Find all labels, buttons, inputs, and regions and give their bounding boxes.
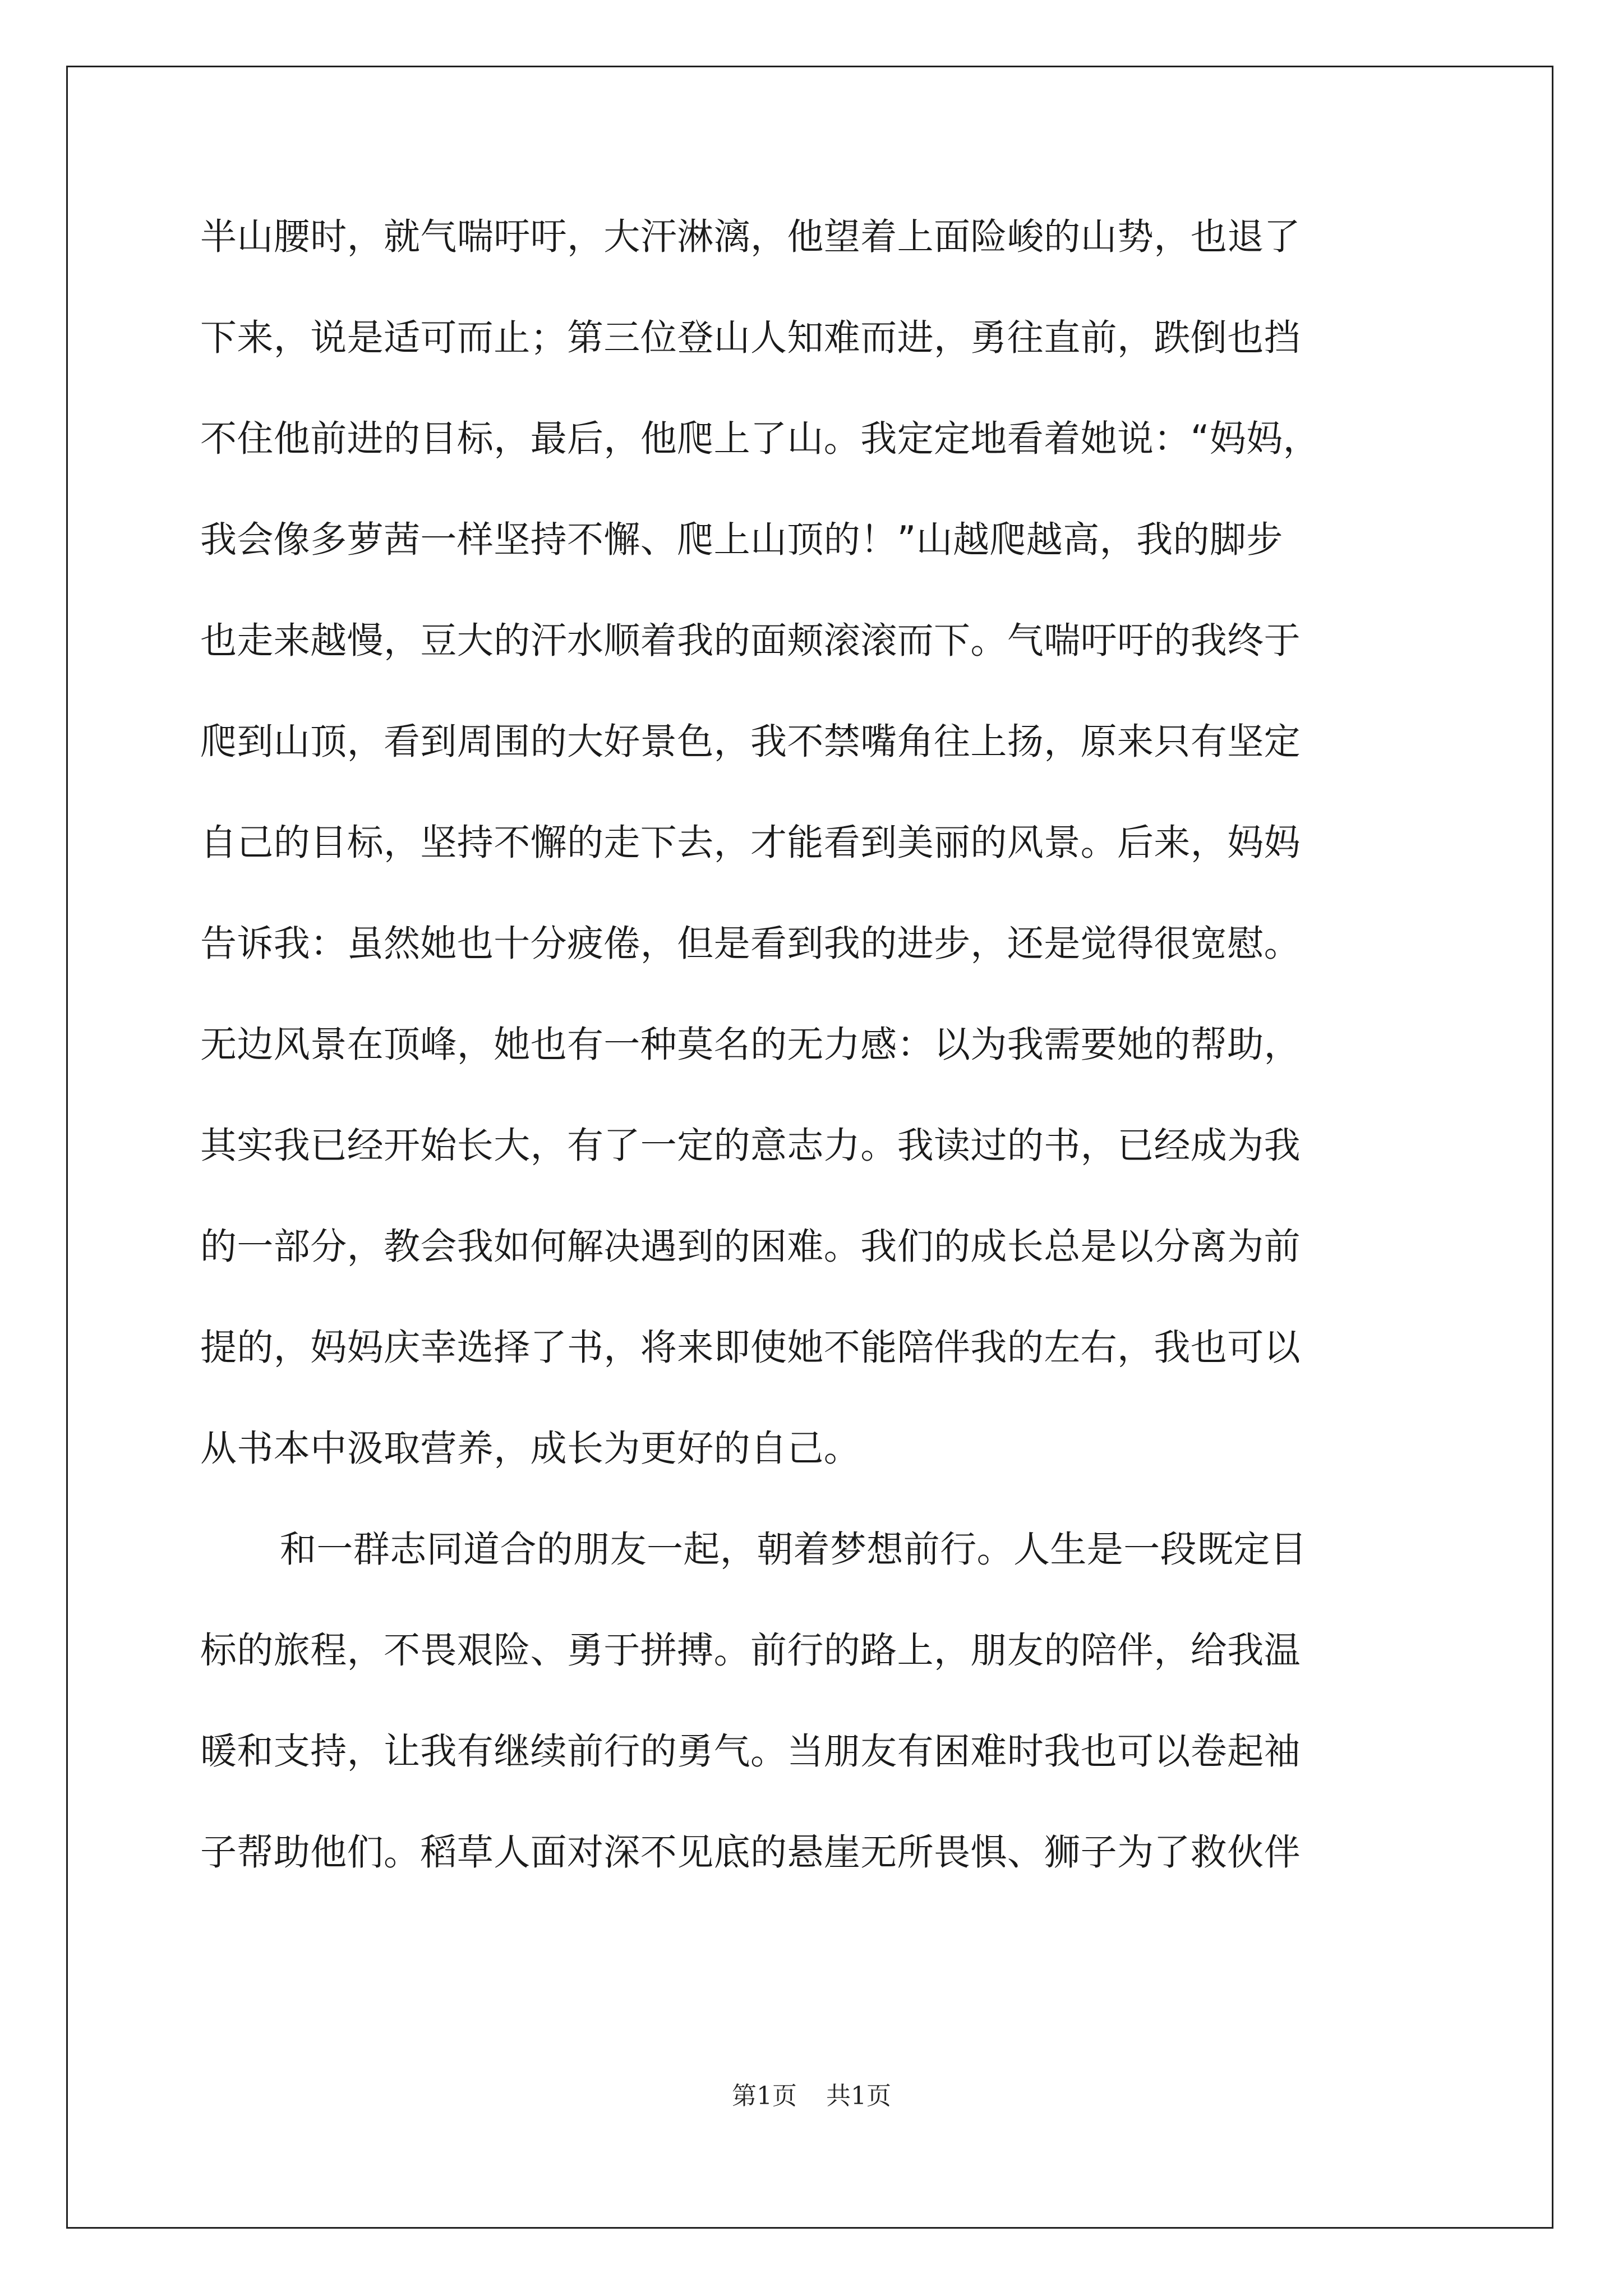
text-line: 爬到山顶，看到周围的大好景色，我不禁嘴角往上扬，原来只有坚定	[200, 721, 1301, 763]
text-line: 的一部分，教会我如何解决遇到的困难。我们的成长总是以分离为前	[200, 1226, 1301, 1268]
text-line: 自己的目标，坚持不懈的走下去，才能看到美丽的风景。后来，妈妈	[200, 822, 1301, 864]
text-line: 标的旅程，不畏艰险、勇于拼搏。前行的路上，朋友的陪伴，给我温	[200, 1630, 1301, 1672]
text-line: 无边风景在顶峰，她也有一种莫名的无力感：以为我需要她的帮助，	[200, 1024, 1301, 1066]
text-line: 半山腰时，就气喘吁吁，大汗淋漓，他望着上面险峻的山势，也退了	[200, 216, 1301, 258]
text-line: 不住他前进的目标，最后，他爬上了山。我定定地看着她说：“妈妈，	[200, 418, 1320, 460]
text-line: 提的，妈妈庆幸选择了书，将来即使她不能陪伴我的左右，我也可以	[200, 1327, 1301, 1369]
page-total: 共1页	[826, 2082, 891, 2110]
text-line: 也走来越慢，豆大的汗水顺着我的面颊滚滚而下。气喘吁吁的我终于	[200, 620, 1301, 662]
text-line: 暖和支持，让我有继续前行的勇气。当朋友有困难时我也可以卷起袖	[200, 1731, 1301, 1773]
page-number: 第1页	[732, 2082, 797, 2110]
text-line: 下来，说是适可而止；第三位登山人知难而进，勇往直前，跌倒也挡	[200, 317, 1301, 359]
document-body	[200, 206, 1423, 1923]
text-line: 告诉我：虽然她也十分疲倦，但是看到我的进步，还是觉得很宽慰。	[200, 923, 1301, 965]
text-line: 子帮助他们。稻草人面对深不见底的悬崖无所畏惧、狮子为了救伙伴	[200, 1832, 1301, 1874]
page-footer	[0, 2076, 1623, 2111]
text-line: 我会像多萝茜一样坚持不懈、爬上山顶的！”山越爬越高，我的脚步	[200, 519, 1283, 561]
text-line: 从书本中汲取营养，成长为更好的自己。	[200, 1428, 861, 1470]
text-line: 其实我已经开始长大，有了一定的意志力。我读过的书，已经成为我	[200, 1125, 1301, 1167]
paragraph-first-line: 和一群志同道合的朋友一起，朝着梦想前行。人生是一段既定目	[280, 1529, 1307, 1571]
